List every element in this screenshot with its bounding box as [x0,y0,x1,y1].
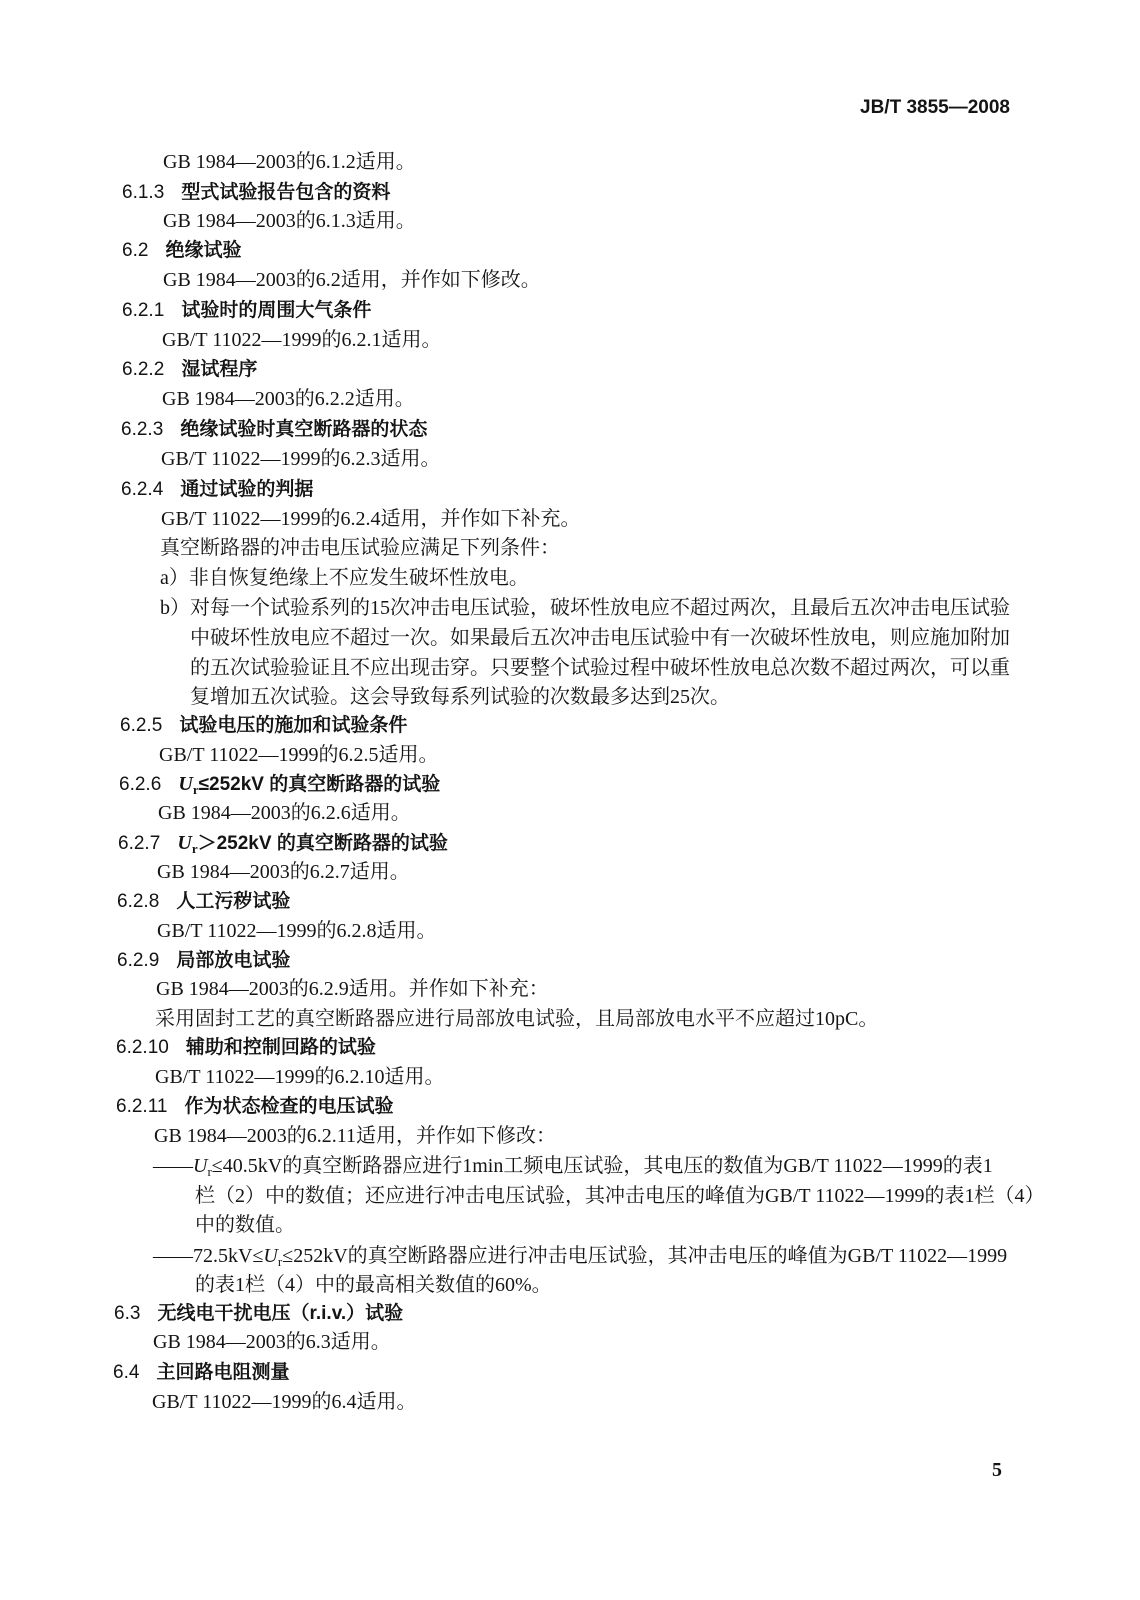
list-item [160,566,529,590]
section-number: 6.2.1 [122,300,165,321]
paragraph: GB 1984—2003的6.1.3适用。 [163,210,416,232]
dash-item-text: ≤40.5kV的真空断路器应进行1min工频电压试验，其电压的数值为GB/T 11022—1999的表1 [211,1155,993,1177]
paragraph: GB/T 11022—1999的6.2.3适用。 [161,448,441,470]
section-number: 6.4 [113,1362,140,1383]
section-number: 6.2.5 [120,715,163,736]
section-heading [117,889,290,914]
dash-marker: —— [153,1245,193,1267]
list-item-text: 对每一个试验系列的15次冲击电压试验，破坏性放电应不超过两次，且最后五次冲击电压试验 [190,597,1010,619]
paragraph: GB 1984—2003的6.1.2适用。 [163,151,416,173]
list-item-text: 非自恢复绝缘上不应发生破坏性放电。 [188,567,529,589]
section-heading [122,180,390,205]
section-title: 湿试程序 [181,359,258,380]
rated-voltage-symbol: U [263,1245,278,1267]
dash-list-item [153,1154,993,1178]
list-marker: a） [160,567,189,589]
dash-item-text: ≤252kV的真空断路器应进行冲击电压试验，其冲击电压的峰值为GB/T 11022—1999 [282,1245,1008,1267]
rated-voltage-subscript: r [207,1164,212,1179]
section-heading [120,713,407,738]
section-heading [118,831,448,856]
section-heading [121,417,427,442]
paragraph: GB/T 11022—1999的6.2.5适用。 [159,744,439,766]
paragraph: GB 1984—2003的6.2适用，并作如下修改。 [163,269,541,291]
section-number: 6.2.9 [117,950,160,971]
section-heading [119,772,440,797]
list-marker: b） [160,597,190,619]
section-title: 试验时的周围大气条件 [181,300,372,321]
section-title: 通过试验的判据 [180,479,314,500]
paragraph: GB/T 11022—1999的6.2.10适用。 [155,1066,445,1088]
section-heading [116,1035,376,1060]
section-heading [122,357,257,382]
section-number: 6.2.11 [116,1096,168,1117]
section-title: 绝缘试验时真空断路器的状态 [180,419,428,440]
section-title: 主回路电阻测量 [156,1362,290,1383]
rated-voltage-symbol: U [178,773,193,795]
paragraph: GB 1984—2003的6.2.7适用。 [157,861,410,883]
paragraph: GB/T 11022—1999的6.2.1适用。 [162,329,442,351]
list-item-continuation: 中破坏性放电应不超过一次。如果最后五次冲击电压试验中有一次破坏性放电，则应施加附加 [190,627,1010,649]
section-number: 6.3 [114,1303,141,1324]
section-number: 6.2.10 [116,1037,169,1058]
section-heading [122,238,242,263]
dash-marker: —— [153,1155,193,1177]
section-title: 无线电干扰电压（r.i.v.）试验 [157,1303,404,1324]
paragraph: GB/T 11022—1999的6.2.8适用。 [157,920,437,942]
section-heading [116,1094,394,1119]
dash-list-item [153,1244,1007,1268]
section-title-text: ≤252kV 的真空断路器的试验 [198,774,441,795]
section-title [178,774,440,795]
section-heading [117,948,290,973]
rated-voltage-symbol: U [177,832,192,854]
section-title [177,833,447,854]
paragraph: GB 1984—2003的6.3适用。 [153,1331,391,1353]
section-title: 人工污秽试验 [176,891,291,912]
paragraph: 真空断路器的冲击电压试验应满足下列条件： [160,537,560,559]
list-item-continuation: 的五次试验验证且不应出现击穿。只要整个试验过程中破坏性放电总次数不超过两次，可以重 [190,657,1010,679]
section-number: 6.2.2 [122,359,165,380]
section-title: 局部放电试验 [176,950,291,971]
paragraph: GB 1984—2003的6.2.6适用。 [158,802,411,824]
page-number: 5 [992,1459,1002,1481]
section-number: 6.2.4 [121,479,164,500]
section-heading [114,1301,403,1326]
section-heading [113,1360,290,1385]
paragraph: GB 1984—2003的6.2.9适用。并作如下补充： [156,978,549,1000]
section-title: 试验电压的施加和试验条件 [179,715,408,736]
rated-voltage-subscript: r [277,1254,283,1269]
section-number: 6.1.3 [122,182,165,203]
section-title: 型式试验报告包含的资料 [181,182,391,203]
list-item-continuation: 复增加五次试验。这会导致每系列试验的次数最多达到25次。 [190,686,730,708]
section-title: 绝缘试验 [165,240,242,261]
dash-item-continuation: 的表1栏（4）中的最高相关数值的60%。 [195,1274,552,1296]
section-number: 6.2.3 [121,419,164,440]
paragraph: 采用固封工艺的真空断路器应进行局部放电试验，且局部放电水平不应超过10pC。 [155,1008,879,1030]
section-number: 6.2.7 [118,833,161,854]
section-number: 6.2.6 [119,774,162,795]
list-item [160,596,1010,620]
paragraph: GB 1984—2003的6.2.11适用，并作如下修改： [154,1125,557,1147]
paragraph: GB/T 11022—1999的6.4适用。 [152,1391,417,1413]
section-number: 6.2.8 [117,891,160,912]
section-title: 作为状态检查的电压试验 [184,1096,394,1117]
paragraph: GB 1984—2003的6.2.2适用。 [162,388,415,410]
standard-number-header: JB/T 3855—2008 [860,97,1010,118]
rated-voltage-symbol: U [193,1155,208,1177]
dash-item-continuation: 中的数值。 [195,1214,295,1236]
section-title: 辅助和控制回路的试验 [185,1037,376,1058]
rated-voltage-subscript: r [191,841,198,856]
section-title-text: ＞252kV 的真空断路器的试验 [197,833,448,854]
section-heading [121,477,313,502]
rated-voltage-subscript: r [192,782,199,797]
section-heading [122,298,371,323]
paragraph: GB/T 11022—1999的6.2.4适用，并作如下补充。 [161,508,581,530]
dash-item-continuation: 栏（2）中的数值；还应进行冲击电压试验，其冲击电压的峰值为GB/T 11022—1999的表1栏（4） [195,1185,1045,1207]
section-number: 6.2 [122,240,149,261]
dash-item-prefix: 72.5kV≤ [193,1245,264,1267]
